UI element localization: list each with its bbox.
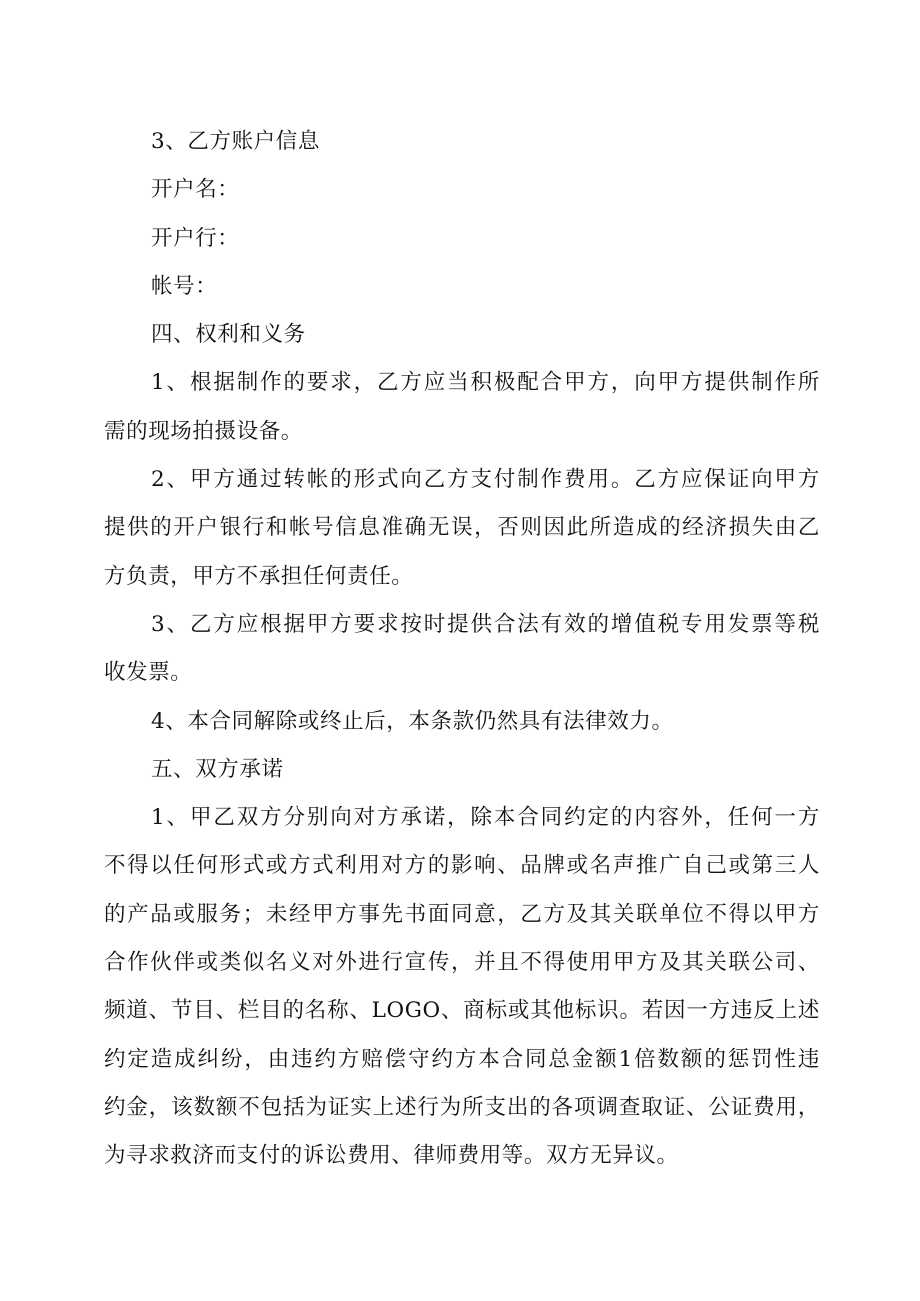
account-number-label: 帐号： bbox=[151, 273, 218, 299]
clause-text-line: 的产品或服务；未经甲方事先书面同意，乙方及其关联单位不得以甲方 bbox=[104, 901, 820, 927]
clause-text-line: 4、本合同解除或终止后，本条款仍然具有法律效力。 bbox=[151, 708, 674, 734]
clause-text-line: 约金，该数额不包括为证实上述行为所支出的各项调查取证、公证费用， bbox=[104, 1094, 820, 1120]
clause-text-line: 不得以任何形式或方式利用对方的影响、品牌或名声推广自己或第三人 bbox=[104, 853, 820, 879]
clause-text-line: 收发票。 bbox=[104, 660, 193, 686]
clause-text-line: 2、甲方通过转帐的形式向乙方支付制作费用。乙方应保证向甲方 bbox=[151, 467, 820, 493]
clause-text-line: 约定造成纠纷，由违约方赔偿守约方本合同总金额1倍数额的惩罚性违 bbox=[104, 1046, 820, 1072]
clause-text-line: 合作伙伴或类似名义对外进行宣传，并且不得使用甲方及其关联公司、 bbox=[104, 950, 820, 976]
clause-text-line: 为寻求救济而支付的诉讼费用、律师费用等。双方无异议。 bbox=[104, 1143, 679, 1169]
account-info-heading: 3、乙方账户信息 bbox=[151, 129, 320, 154]
section-heading-rights: 四、权利和义务 bbox=[151, 322, 306, 348]
clause-text-line: 频道、节目、栏目的名称、LOGO、商标或其他标识。若因一方违反上述 bbox=[104, 998, 820, 1024]
section-heading-commitments: 五、双方承诺 bbox=[151, 756, 284, 782]
clause-text-line: 1、甲乙双方分别向对方承诺，除本合同约定的内容外，任何一方 bbox=[151, 805, 820, 831]
clause-text-line: 方负责，甲方不承担任何责任。 bbox=[104, 563, 414, 589]
clause-text-line: 1、根据制作的要求，乙方应当积极配合甲方，向甲方提供制作所 bbox=[151, 370, 820, 396]
account-name-label: 开户名： bbox=[151, 177, 240, 203]
bank-label: 开户行： bbox=[151, 225, 240, 251]
clause-text-line: 3、乙方应根据甲方要求按时提供合法有效的增值税专用发票等税 bbox=[151, 611, 820, 637]
document-page bbox=[104, 118, 820, 1181]
clause-text-line: 需的现场拍摄设备。 bbox=[104, 418, 303, 444]
clause-text-line: 提供的开户银行和帐号信息准确无误，否则因此所造成的经济损失由乙 bbox=[104, 515, 820, 541]
